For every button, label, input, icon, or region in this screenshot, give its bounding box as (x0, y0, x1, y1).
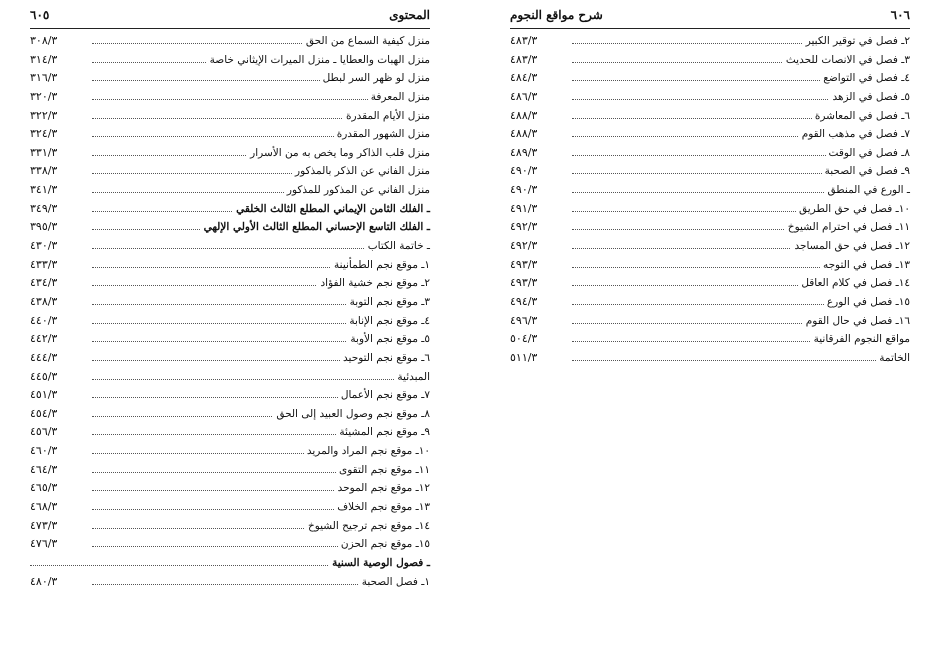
toc-entry (30, 274, 430, 293)
toc-entry (510, 274, 910, 293)
toc-entry-label: ـ الفلك التاسع الإحساني المطلع الثالث الأولي الإلهي (201, 218, 430, 237)
right-page-header (510, 8, 910, 26)
toc-entry-page: ٣٢٤/٣ (30, 127, 58, 141)
toc-entry (30, 368, 430, 387)
toc-entry-label: ١٢ـ موقع نجم الموحد (335, 479, 430, 498)
toc-entry-label: ١١ـ فصل في احترام الشيوخ (785, 218, 910, 237)
toc-entry (30, 386, 430, 405)
toc-entry-label: ٣ـ فصل في الانصات للحديث (783, 51, 910, 70)
toc-entry (510, 312, 910, 331)
right-header-rule (510, 28, 910, 29)
toc-entry-page: ٤٣٨/٣ (30, 294, 58, 308)
toc-entry-page: ٤٥٤/٣ (30, 406, 58, 420)
toc-entry (30, 423, 430, 442)
toc-entry (510, 237, 910, 256)
toc-entry-label: ١ـ فصل الصحبة (359, 573, 430, 592)
toc-entry (510, 200, 910, 219)
left-toc-list (30, 32, 430, 591)
toc-entry (30, 107, 430, 126)
toc-entry-label: ٤ـ فصل في التواضع (820, 69, 910, 88)
dot-leader (92, 379, 430, 380)
toc-entry-label: ٤ـ موقع نجم الإنابة (346, 312, 430, 331)
toc-entry-page: ٣٤١/٣ (30, 183, 58, 197)
toc-entry (30, 256, 430, 275)
toc-entry-label: ـ خاتمة الكتاب (365, 237, 430, 256)
toc-entry (30, 218, 430, 237)
toc-entry-label: منزل كيفية السماع من الحق (303, 32, 430, 51)
toc-entry-page: ٤٤٢/٣ (30, 332, 58, 346)
toc-entry-label: ٧ـ فصل في مذهب القوم (799, 125, 910, 144)
toc-entry-page: ٤٥٦/٣ (30, 425, 58, 439)
toc-entry-page: ٤٨٨/٣ (510, 108, 538, 122)
toc-entry (30, 442, 430, 461)
toc-entry-label: منزل الأيام المقدرة (343, 107, 430, 126)
toc-entry-label: ٢ـ موقع نجم خشية الفؤاد (317, 274, 430, 293)
toc-entry-label: الخاتمة (876, 349, 910, 368)
toc-entry (30, 237, 430, 256)
toc-entry (30, 88, 430, 107)
left-running-title: المحتوى (389, 8, 430, 22)
toc-entry-label: المبدئية (394, 368, 430, 387)
toc-entry-label: منزل الشهور المقدرة (334, 125, 430, 144)
toc-entry (510, 144, 910, 163)
toc-entry-page: ٤٨٤/٣ (510, 71, 538, 85)
toc-entry-label: منزل المعرفة (368, 88, 430, 107)
toc-entry-page: ٤٧٣/٣ (30, 518, 58, 532)
toc-entry-label: ٨ـ موقع نجم وصول العبيد إلى الحق (273, 405, 430, 424)
toc-entry (30, 330, 430, 349)
toc-entry-page: ٤٥١/٣ (30, 388, 58, 402)
toc-entry (30, 293, 430, 312)
toc-entry (510, 349, 910, 368)
toc-entry-label: منزل الهبات والعطايا ـ منزل الميرات الإيثاني خاصة (207, 51, 430, 70)
toc-entry-label: منزل قلب الذاكر وما يخص به من الأسرار (247, 144, 430, 163)
toc-entry-label: منزل الفاني عن الذكر بالمذكور (292, 162, 430, 181)
toc-entry-page: ٣٩٥/٣ (30, 220, 58, 234)
toc-entry-page: ٤٨٩/٣ (510, 145, 538, 159)
right-running-title: شرح مواقع النجوم (510, 8, 603, 22)
toc-entry-label: ـ الورع في المنطق (825, 181, 910, 200)
toc-entry (510, 107, 910, 126)
toc-entry-label: ١٥ـ فصل في الورع (824, 293, 910, 312)
toc-entry (30, 51, 430, 70)
toc-entry (510, 162, 910, 181)
toc-entry-label: ١٣ـ موقع نجم الخلاف (334, 498, 430, 517)
toc-entry-label: منزل لو ظهر السر لبطل (320, 69, 430, 88)
toc-entry-page: ٣٢٢/٣ (30, 108, 58, 122)
toc-entry-page: ٣١٤/٣ (30, 52, 58, 66)
right-page-number: ٦٠٦ (890, 8, 910, 22)
toc-entry-label: ١٣ـ فصل في التوجه (820, 256, 910, 275)
toc-entry-label: ٣ـ موقع نجم التوبة (347, 293, 430, 312)
toc-entry-label: مواقع النجوم الفرقانية (811, 330, 910, 349)
right-page (490, 0, 950, 650)
toc-entry-page: ٤٨٦/٣ (510, 89, 538, 103)
toc-entry-page: ٣٣٨/٣ (30, 164, 58, 178)
toc-entry (510, 181, 910, 200)
toc-entry-label: ٥ـ فصل في الزهد (829, 88, 910, 107)
toc-entry-page: ٥٠٤/٣ (510, 332, 538, 346)
toc-entry (30, 162, 430, 181)
toc-entry-page: ٤٩٠/٣ (510, 183, 538, 197)
toc-entry (510, 51, 910, 70)
toc-entry-page: ٤٩٦/٣ (510, 313, 538, 327)
toc-entry-page: ٤٣٣/٣ (30, 257, 58, 271)
toc-entry (30, 69, 430, 88)
toc-entry (510, 69, 910, 88)
toc-entry-label: ١٥ـ موقع نجم الحزن (338, 535, 430, 554)
toc-entry-label: ٥ـ موقع نجم الأوبة (347, 330, 430, 349)
toc-entry-page: ٤٤٠/٣ (30, 313, 58, 327)
toc-entry (30, 573, 430, 592)
toc-entry (30, 312, 430, 331)
toc-entry-page: ٣٢٠/٣ (30, 89, 58, 103)
toc-entry-page: ٤٤٤/٣ (30, 350, 58, 364)
right-toc-list (510, 32, 910, 368)
toc-entry-label: ٦ـ موقع نجم التوحيد (340, 349, 430, 368)
toc-entry (30, 405, 430, 424)
toc-entry-label: ١٤ـ موقع نجم ترجيح الشيوخ (305, 517, 430, 536)
toc-entry (30, 200, 430, 219)
toc-entry (510, 218, 910, 237)
toc-entry-label: ١١ـ موقع نجم التقوى (336, 461, 430, 480)
toc-entry-label: ١ـ موقع نجم الطمأنينة (331, 256, 430, 275)
toc-entry-page: ٤٦٨/٣ (30, 500, 58, 514)
left-page (0, 0, 450, 650)
toc-entry-page: ٤٩١/٣ (510, 201, 538, 215)
toc-entry (510, 293, 910, 312)
toc-entry-label: ٢ـ فصل في توقير الكبير (803, 32, 910, 51)
toc-entry-page: ٤٦٠/٣ (30, 444, 58, 458)
toc-entry-page: ٤٧٦/٣ (30, 537, 58, 551)
toc-entry-page: ٥١١/٣ (510, 350, 538, 364)
toc-entry (510, 125, 910, 144)
toc-entry (30, 517, 430, 536)
toc-entry-page: ٣١٦/٣ (30, 71, 58, 85)
toc-entry-label: ٩ـ موقع نجم المشيئة (336, 423, 430, 442)
toc-entry (510, 88, 910, 107)
toc-entry-label: ١٤ـ فصل في كلام العاقل (798, 274, 910, 293)
toc-entry (30, 181, 430, 200)
left-header-rule (30, 28, 430, 29)
toc-entry-page: ٤٨٣/٣ (510, 34, 538, 47)
toc-entry (30, 498, 430, 517)
toc-entry (510, 330, 910, 349)
toc-entry (30, 144, 430, 163)
toc-entry-page: ٤٩٣/٣ (510, 257, 538, 271)
toc-entry-page: ٤٩٤/٣ (510, 294, 538, 308)
toc-entry-label: ١٠ـ فصل في حق الطريق (796, 200, 910, 219)
toc-entry (30, 125, 430, 144)
toc-entry-label: ـ الفلك الثامن الإيماني المطلع الثالث الخلقي (233, 200, 430, 219)
toc-entry-label: ٦ـ فصل في المعاشرة (812, 107, 910, 126)
toc-entry (30, 349, 430, 368)
toc-entry-label: ١٠ـ موقع نجم المراد والمريد (304, 442, 430, 461)
toc-entry-page: ٣٣١/٣ (30, 145, 58, 159)
toc-entry-page: ٤٨٣/٣ (510, 52, 538, 66)
toc-entry (30, 554, 430, 573)
toc-entry-label: ٧ـ موقع نجم الأعمال (338, 386, 430, 405)
toc-entry-label: ١٢ـ فصل في حق المساجد (791, 237, 910, 256)
toc-entry-page: ٤٩٠/٣ (510, 164, 538, 178)
toc-entry-label: منزل الفاني عن المذكور للمذكور (284, 181, 430, 200)
dot-leader (572, 360, 910, 361)
toc-entry (30, 535, 430, 554)
toc-entry-page: ٤٦٥/٣ (30, 481, 58, 495)
toc-entry-page: ٤٩٣/٣ (510, 276, 538, 290)
toc-entry-label: ـ فصول الوصية السنية (329, 554, 430, 573)
toc-entry-page: ٣٠٨/٣ (30, 34, 58, 47)
toc-entry-page: ٤٨٠/٣ (30, 574, 58, 588)
left-page-header (30, 8, 430, 26)
toc-entry-page: ٤٤٥/٣ (30, 369, 58, 383)
toc-entry (30, 461, 430, 480)
toc-entry-page: ٤٩٢/٣ (510, 220, 538, 234)
left-page-number: ٦٠٥ (30, 8, 50, 22)
toc-entry-label: ٨ـ فصل في الوقت (826, 144, 910, 163)
toc-entry-page: ٤٩٢/٣ (510, 239, 538, 253)
toc-entry-page: ٣٤٩/٣ (30, 201, 58, 215)
toc-entry (30, 479, 430, 498)
toc-entry-page: ٤٣٠/٣ (30, 239, 58, 253)
toc-entry-page: ٤٦٤/٣ (30, 462, 58, 476)
toc-entry (510, 256, 910, 275)
toc-entry (510, 32, 910, 51)
toc-entry-label: ٩ـ فصل في الصحبة (822, 162, 910, 181)
toc-entry-page: ٤٣٤/٣ (30, 276, 58, 290)
toc-entry (30, 32, 430, 51)
toc-entry-label: ١٦ـ فصل في حال القوم (803, 312, 910, 331)
toc-entry-page: ٤٨٨/٣ (510, 127, 538, 141)
